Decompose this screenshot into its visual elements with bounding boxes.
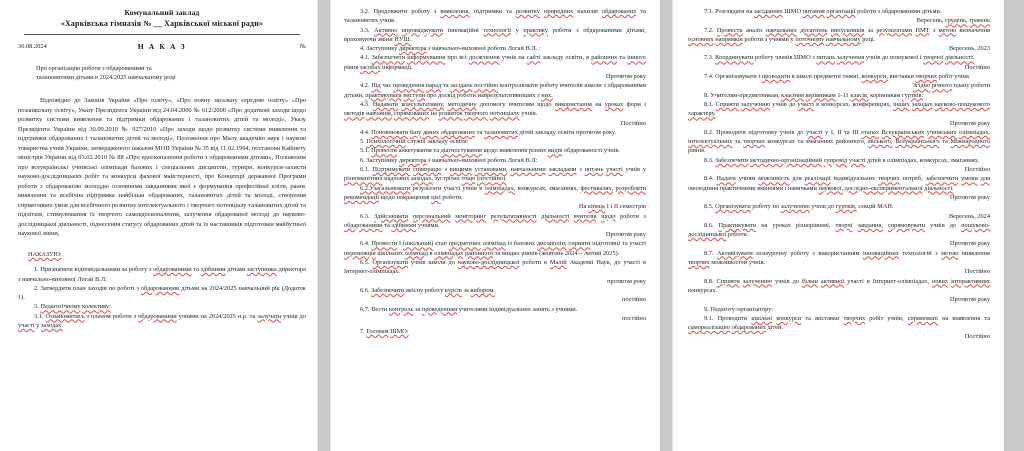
spellcheck-marked-word: творчих — [915, 73, 938, 81]
spellcheck-marked-word: обдарованими — [140, 284, 180, 292]
spellcheck-marked-word: міського, — [868, 138, 893, 146]
document-page-2 — [330, 0, 660, 451]
document-page-3 — [672, 0, 1004, 451]
spellcheck-marked-word: (шкільний) — [403, 240, 434, 248]
spellcheck-marked-word: консультативну, — [401, 100, 445, 108]
clause-4-2: 4.2. Під час проведення нарад та засідань постійно контролювати роботу вчителів школи з обдарованими дітьми, практикувати виступи про досвід роботи найрезультативніших з них. — [344, 82, 647, 99]
deadline-7-2: Вересень, 2023 — [948, 45, 990, 53]
spellcheck-marked-word: Всеукраїнського — [895, 138, 940, 146]
spellcheck-marked-word: конкурси, — [861, 73, 888, 81]
spellcheck-marked-word: рекомендації — [344, 193, 379, 201]
spellcheck-marked-word: випускників — [830, 26, 865, 34]
spellcheck-marked-word: творчих — [843, 314, 866, 322]
clause-8-5: 8.5. Організувати роботу по залученню учнів до гуртків, секцій МАН. — [704, 203, 894, 211]
spellcheck-marked-word: спрямовані — [907, 314, 938, 322]
spellcheck-marked-word: творчого — [464, 110, 489, 118]
clause-3: 3. Педагогічному колективу: — [34, 303, 111, 311]
spellcheck-marked-word: кінець — [587, 203, 606, 211]
spellcheck-marked-word: Координувати — [715, 54, 754, 62]
spellcheck-marked-word: науково-дослідницької — [457, 259, 520, 267]
clause-8-6: 8.6. Практикувати на уроках різнорівневі, творчі завдання, спрямовувати учнів до пошуково-дослідницької роботи. — [688, 221, 990, 239]
clause-7: 7. Головам ШМО: — [360, 328, 409, 336]
clause-6-7: 6.7. Вести контроль за проведенням учителями індивідуальних занять з учнями. — [360, 305, 578, 313]
spellcheck-marked-word: співпрацю — [413, 166, 442, 174]
spellcheck-marked-word: обдарованих — [440, 128, 476, 136]
spellcheck-marked-word: гуртків, — [835, 203, 857, 211]
spellcheck-marked-word: можливість — [758, 175, 790, 183]
clause-6-5: 6.5. Організувати учнів школи до науково-дослідницької роботи в Малій Академії Наук, до участі в Інтернет-олімпіадах. — [344, 259, 646, 276]
spellcheck-marked-word: інтерактивних — [951, 277, 990, 285]
spellcheck-marked-word: (постійно). — [476, 175, 507, 183]
spellcheck-marked-word: творчих — [878, 175, 900, 183]
page-gutter-1 — [318, 0, 330, 451]
spellcheck-marked-word: творчих — [743, 138, 765, 146]
spellcheck-marked-word: тощо — [461, 175, 476, 183]
spellcheck-marked-word: участі — [848, 156, 866, 164]
order-date: 30.08.2024 — [18, 43, 47, 50]
preamble-paragraph: Відповідно до Законів України «Про освіту», «Про повну загальну середню освіту» «Про позашкільну освіту», Указу Президента України від 24.04.2000 № 612/2000 «Про додаткові заходи щодо розвитку системи виявлення та підтримки обдарованих і талановитих дітей та молоді», Указу Президента України від 30.09.2010 № 927/2010 «Про заходи щодо розвитку системи виявлення та підтримки обдарованих і талановитих дітей та молоді», Положення про Малу академію наук і наукові товариства учнів України, затвердженого наказом МОН України № 35 від 11.02.1994, постанови Кабінету міністрів України від 03.02.2010 № 88 «Про вдосконалення роботи з обдарованими дітьми», Положення про всеукраїнські учнівські олімпіади базових і спеціальних дисциплін, турнірн, конкурси-захисти науково-дослідницьких робіт та конкурси фахової майстерності, про Концепції державної Програми роботи з обдарованою молоддю основними завданнями якої є формування професійної еліти, раннє виявлення та всебічна підтримка найбільш обдарованих, талановитих дітей та молоді, створення сприятливих умов для всебічного розвитку інтелектуального і творчого потенціалу талановитих дітей та підлітків, стимулювання їх творчого самовдосконалення, залучення обдарованої молоді до науково-дослідницької діяльності, піднесення статусу обдарованих дітей та їх наставників підготовки майбутньої наукової зміни, — [18, 97, 306, 238]
spellcheck-marked-word: колективу: — [82, 303, 111, 311]
spellcheck-marked-word: керівникам — [805, 91, 836, 99]
spellcheck-marked-word: навчальними — [510, 166, 546, 174]
spellcheck-marked-word: технології — [483, 26, 511, 34]
spellcheck-marked-word: моніторинг — [455, 212, 487, 220]
clause-3-1: 3.1. Ознайомитись з планом роботи з обдарованими учнями на 2024/2025 н.р. та залучати учнів до участі у заходах. — [18, 312, 306, 329]
spellcheck-marked-word: районного — [464, 249, 494, 257]
spellcheck-marked-word: наукової, — [818, 184, 844, 192]
spellcheck-marked-word: олімпіад — [482, 240, 506, 248]
spellcheck-marked-word: щодо — [601, 212, 616, 220]
clause-6-2: 6.2.Узагальнювати результати участі учнів в олімпіадах, конкурсах, змаганнях, фестивалях, розробляти рекомендації щодо покращення цієї роботи. — [344, 184, 646, 201]
spellcheck-marked-word: Забезпечити — [371, 286, 405, 294]
spellcheck-marked-word: Поповнювати — [371, 128, 409, 136]
spellcheck-marked-word: курсів — [444, 286, 462, 294]
spellcheck-marked-word: використання — [554, 100, 592, 108]
spellcheck-marked-word: переможців — [344, 249, 376, 257]
spellcheck-marked-word: питань — [816, 54, 836, 62]
spellcheck-marked-word: забезпечити — [925, 175, 959, 183]
spellcheck-marked-word: уроках — [604, 100, 624, 108]
spellcheck-marked-word: залученню — [741, 100, 771, 108]
spellcheck-marked-word: завдання, — [857, 221, 883, 229]
spellcheck-marked-word: Сприяти — [715, 100, 739, 108]
spellcheck-marked-word: впроваджувати — [402, 26, 443, 34]
clause-8-8: 8.8. Сприяти залученню учнів до більш активної участі в Інтернет-олімпіадах, нових інтерактивних конкурсах. — [688, 277, 990, 294]
spellcheck-marked-word: заходах, — [410, 175, 433, 183]
spellcheck-marked-word: питання — [802, 8, 825, 15]
deadline-8-3: Постійно — [964, 166, 990, 174]
spellcheck-marked-word: олімпіадах, — [484, 184, 516, 192]
page-gutter-2 — [660, 0, 672, 451]
clause-8-3: 8.3. Забезпечити методично-організаційний супровід участі дітей в олімпіадах, конкурсах, змаганнях. — [704, 156, 980, 164]
spellcheck-marked-word: директора — [398, 156, 427, 164]
spellcheck-marked-word: навчання, — [366, 110, 393, 118]
spellcheck-marked-word: проведенням — [421, 305, 458, 313]
spellcheck-marked-word: сприяти — [568, 240, 591, 248]
deadline-4-1: Протягом року — [605, 73, 646, 81]
spellcheck-marked-word: інноваційних — [862, 249, 899, 257]
clause-3-2: 3.2. Продовжити роботу з виявлення, підтримки та розвитку природних нахилів обдарованих та талановитих учнів. — [344, 8, 646, 25]
spellcheck-marked-word: умови — [961, 175, 978, 183]
spellcheck-marked-word: різноманітних — [344, 175, 383, 183]
spellcheck-marked-word: гуртків: — [902, 91, 924, 99]
spellcheck-marked-word: Практикувати — [718, 221, 757, 229]
deadline-8-8: Протягом року — [949, 296, 990, 304]
spellcheck-marked-word: навчальних — [765, 26, 797, 34]
spellcheck-marked-word: засіданнях — [753, 8, 783, 15]
spellcheck-marked-word: проведення — [392, 82, 425, 90]
deadline-6-5: протягом року — [607, 277, 646, 285]
spellcheck-marked-word: класним — [781, 91, 804, 99]
spellcheck-marked-word: дослідно-експериментальної — [844, 184, 923, 192]
clause-8-1: 8.1. Сприяти залученню учнів до участі в конкурсах, конференціях, інших заходах науково-пошукового характеру. — [688, 100, 990, 118]
deadline-8-7: Постійно — [964, 268, 990, 276]
spellcheck-marked-word: напрямків — [715, 35, 743, 43]
spellcheck-marked-word: нарад — [425, 82, 442, 90]
spellcheck-marked-word: заходах — [911, 100, 933, 108]
org-name-line-1: Комунальний заклад — [124, 8, 200, 17]
header-divider — [24, 34, 300, 35]
spellcheck-marked-word: більш — [801, 277, 818, 285]
deadline-8-6: Протягом року — [949, 240, 990, 248]
spellcheck-marked-word: результативності — [490, 212, 537, 220]
spellcheck-marked-word: інших — [893, 100, 910, 108]
spellcheck-marked-word: залучати — [257, 312, 282, 320]
spellcheck-marked-word: потенціалу — [489, 110, 520, 118]
clause-2: 2. Затвердити план заходів по роботі з обдарованими дітьми на 2024/2025 навчальний рік (Додаток 1). — [18, 284, 306, 302]
spellcheck-marked-word: травень — [969, 17, 990, 25]
spellcheck-marked-word: засідань — [450, 82, 473, 90]
clause-4-1: 4.1. Забезпечити інформування про всі досягнення учнів на сайті закладу освіти, в районних та іншого рівня засобах інформації. — [344, 54, 646, 71]
spellcheck-marked-word: творчі — [835, 221, 853, 229]
spellcheck-marked-word: установами, — [474, 166, 508, 174]
spellcheck-marked-word: обдарованих — [601, 8, 637, 15]
spellcheck-marked-word: талановитих — [483, 128, 518, 136]
spellcheck-marked-word: практикувати — [365, 91, 402, 99]
spellcheck-marked-word: Сприяти — [716, 277, 740, 285]
spellcheck-marked-word: поточному — [795, 35, 825, 43]
spellcheck-marked-word: досягнень — [800, 26, 828, 34]
spellcheck-marked-word: НАКАЗУЮ: — [28, 250, 62, 258]
spellcheck-marked-word: засобах — [359, 63, 381, 71]
spellcheck-marked-word: Всеукраїнських — [881, 128, 925, 136]
spellcheck-marked-word: вибором. — [470, 286, 495, 294]
deadline-8-5: Вересень, 2024 — [948, 212, 990, 220]
spellcheck-marked-word: участі — [606, 166, 623, 174]
spellcheck-marked-word: контроль — [388, 305, 414, 313]
spellcheck-marked-word: Провести — [371, 147, 397, 155]
deadline-4-3: Постійно — [620, 119, 646, 127]
spellcheck-marked-word: цієї — [431, 193, 441, 201]
spellcheck-marked-word: НМТ — [915, 26, 930, 34]
spellcheck-marked-word: активної — [820, 277, 845, 285]
clause-8: 8. Учителям-предметникам, класним керівникам 1-11 класів, керівникам гуртків: — [704, 91, 924, 99]
spellcheck-marked-word: розробляти — [615, 184, 646, 192]
spellcheck-marked-word: діяльності. — [924, 184, 954, 192]
spellcheck-marked-word: Головам — [366, 328, 389, 336]
deadline-7-1: Вересень, грудень, травень — [916, 17, 990, 25]
clause-4-3: 4.3. Надавати консультативну, методичну допомогу вчителям щодо використання на уроках форм і методів навчання, спрямованих на розвиток творчого потенціалу учнів. — [344, 100, 647, 118]
clause-6-1: 6.1. Підтримувати співпрацю з вищими установами, навчальними закладами з питань участі учнів у різноманітних надхових заходах, зустрічах тощо (постійно). — [344, 166, 647, 183]
spellcheck-marked-word: основних — [688, 35, 714, 43]
spellcheck-marked-word: залученню — [742, 277, 773, 285]
spellcheck-marked-word: розвитку — [515, 8, 541, 15]
clause-1: 1. Призначити відповідальними за роботу з обдарованими та здібними дітьми заступника директора з навчально-виховної Логай В.Л. — [18, 266, 306, 283]
clause-4: 4. Заступнику директора з навчально-виховної роботи Логай В.Л. : — [360, 45, 541, 53]
spellcheck-marked-word: директора — [398, 45, 427, 53]
spellcheck-marked-word: заступника — [246, 266, 277, 274]
spellcheck-marked-word: творчих — [688, 259, 710, 267]
spellcheck-marked-word: районних — [591, 54, 618, 62]
order-subject: Про організацію роботи з обдарованими та талановитими дітьми в 2024/2025 навчальному році — [36, 65, 176, 82]
spellcheck-marked-word: видів — [547, 147, 563, 155]
spellcheck-marked-word: Під — [371, 82, 381, 90]
spellcheck-marked-word: Малій — [549, 259, 567, 267]
spellcheck-marked-word: методів — [344, 110, 365, 118]
spellcheck-marked-word: Активізувати — [716, 249, 753, 257]
spellcheck-marked-word: закладами — [548, 166, 577, 174]
spellcheck-marked-word: спрямовувати — [887, 221, 926, 229]
spellcheck-marked-word: природних — [544, 8, 574, 15]
command-word — [18, 250, 306, 259]
deadline-7-4: Згідно річного плану роботи — [912, 82, 990, 90]
spellcheck-marked-word: олімпіадах, — [959, 128, 990, 136]
spellcheck-marked-word: здібними — [200, 266, 226, 274]
clause-5: 5. Психологічній службі закладу освіти: — [360, 138, 469, 146]
spellcheck-marked-word: Педагогічному — [40, 303, 81, 311]
spellcheck-marked-word: пошуково-дослідницької — [688, 221, 990, 239]
deadline-6-2: На кінець І і ІІ семестрів — [578, 203, 646, 211]
deadline-8-1: Протягом року — [949, 119, 990, 127]
order-number-label: № — [299, 43, 306, 50]
spellcheck-marked-word: Здійснювати — [374, 212, 409, 220]
spellcheck-marked-word: Забезпечити — [715, 156, 749, 164]
spellcheck-marked-word: виявлення, — [440, 8, 470, 15]
spellcheck-marked-word: інтелектуальних — [688, 138, 733, 146]
spellcheck-marked-word: обдарованими — [344, 221, 383, 229]
spellcheck-marked-word: діяльності — [541, 212, 570, 220]
spellcheck-marked-word: Забезпечити — [371, 54, 405, 62]
spellcheck-marked-word: участі — [18, 321, 35, 329]
spellcheck-marked-word: Згідно — [912, 82, 931, 90]
spellcheck-marked-word: 6.2.Узагальнювати — [360, 184, 411, 192]
clause-8-7: 8.7. Активізувати позаурочну роботу з використанням інноваційних технологій з метою виявлення творчих можливостей учнів. — [688, 249, 990, 267]
spellcheck-marked-word: даних — [423, 128, 440, 136]
clause-6: 6. Заступнику директора з навчально-виховної роботи Логай В.Л: — [360, 156, 538, 164]
clause-9: 9. Педагогу-організатору: — [704, 305, 774, 313]
clause-6-6: 6.6. Забезпечити якісну роботу курсів за вибором. — [360, 286, 495, 294]
spellcheck-marked-word: фестивалях, — [580, 184, 614, 192]
spellcheck-marked-word: залученню — [780, 203, 810, 211]
spellcheck-marked-word: метою — [941, 249, 959, 257]
spellcheck-marked-word: діяльності. — [944, 54, 975, 62]
spellcheck-marked-word: постійно — [474, 82, 499, 90]
spellcheck-marked-word: персональний — [412, 212, 451, 220]
spellcheck-marked-word: питань — [584, 166, 604, 174]
spellcheck-marked-word: інформування — [407, 54, 446, 62]
spellcheck-marked-word: результатами — [876, 26, 913, 34]
spellcheck-marked-word: Надавати — [372, 100, 398, 108]
deadline-6-7: постійно — [621, 314, 646, 322]
spellcheck-marked-word: Психологічній — [366, 138, 406, 146]
spellcheck-marked-word: етапах — [861, 128, 879, 136]
spellcheck-marked-word: Організувати — [715, 203, 751, 211]
spellcheck-marked-word: них. — [541, 91, 553, 99]
deadline-7-3: Постійно — [964, 63, 990, 71]
spellcheck-marked-word: досягнення — [468, 54, 500, 62]
spellcheck-marked-word: обдарованих — [731, 324, 766, 332]
spellcheck-marked-word: залучення — [836, 54, 865, 62]
deadline-6-6: постійно — [621, 296, 646, 304]
clause-7-3: 7.3. Координувати роботу членів ШМО з питань залучення учнів до пошукової і творчої діяльності. — [704, 54, 975, 62]
spellcheck-marked-word: для — [980, 175, 990, 183]
spellcheck-marked-word: розвиток — [438, 110, 463, 118]
spellcheck-marked-word: шкільні — [751, 314, 773, 322]
deadline-6-3: Протягом року — [605, 231, 646, 239]
spellcheck-marked-word: діагностування — [440, 147, 482, 155]
clause-6-3: 6.3. Здійснювати персональний моніторинг результативності діяльності вчителів щодо роботи з обдарованими та здібними учнями. — [344, 212, 647, 229]
spellcheck-marked-word: характеру. — [688, 110, 716, 118]
spellcheck-marked-word: конкурси — [776, 314, 802, 322]
clause-5-1: 5.1. Провести анкетування та діагностування щодо виявлення різних видів обдарованості учнів. — [360, 147, 621, 155]
spellcheck-marked-word: самореалізацію — [688, 324, 730, 332]
spellcheck-marked-word: Провести — [371, 240, 398, 248]
spellcheck-marked-word: обдарованими — [153, 266, 192, 274]
spellcheck-marked-word: олімпіадах — [434, 249, 464, 257]
spellcheck-marked-word: творчої — [923, 54, 944, 62]
spellcheck-marked-word: Міжнародного — [950, 138, 990, 146]
spellcheck-marked-word: спрямованих — [393, 110, 430, 118]
clause-7-4: 7.4. Організовувати і проводити в школі предметні тижні, конкурси, виставки творчих робіт учнів. — [704, 73, 971, 81]
spellcheck-marked-word: методичну — [447, 100, 477, 108]
spellcheck-marked-word: проводити — [761, 73, 791, 81]
clause-7-2: 7.2. Провести аналіз навчальних досягнень випускників за результатами НМТ з метою визначення основних напрямків роботи з учнями у поточному навчальному році. — [688, 26, 990, 43]
spellcheck-marked-word: супровід — [823, 156, 848, 164]
deadline-9-1: Постійно — [964, 333, 990, 341]
clause-8-2: 8.2. Проводити підготовку учнів до участі у І, ІІ та ІІІ етапах Всеукраїнських учнівських олімпіадах, інтелектуальних та творчих конкурсах та змаганнях районного, міського, Всеукраїнського та Міжнародного рівнів. — [688, 128, 990, 155]
spellcheck-marked-word: науково-пошукового — [934, 100, 990, 108]
spellcheck-marked-word: учнівських — [926, 128, 957, 136]
spellcheck-marked-word: обдарованими — [138, 312, 177, 320]
spellcheck-marked-word: нових — [931, 277, 949, 285]
spellcheck-marked-word: базу — [409, 128, 422, 136]
clause-9-1: 9.1. Проводити шкільні конкурси та виставки творчих робіт учнів, спрямовані на виявлення та самореалізацію обдарованих дітей. — [688, 314, 991, 332]
spellcheck-marked-word: організації — [826, 8, 856, 15]
spellcheck-marked-word: заходах. — [40, 321, 63, 329]
spellcheck-marked-word: здібними — [391, 221, 417, 229]
org-name-line-2: «Харківська гімназія № __ Харківської міської ради» — [60, 19, 264, 28]
spellcheck-marked-word: НУШ. — [394, 35, 412, 43]
spellcheck-marked-word: виступи — [403, 91, 426, 99]
spellcheck-marked-word: сайті — [526, 54, 541, 62]
spellcheck-marked-word: Ознайомитись — [45, 312, 85, 320]
clause-4-4: 4.4. Поповнювати базу даних обдарованих та талановитих дітей закладу освіти протягом року. — [360, 128, 616, 136]
clause-6-4: 6.4. Провести I (шкільний) етап предметних олімпіад із базових дисциплін; сприяти підготовці та участі переможців шкільних олімпіад в олімпіадах районного та вищих рівнів (жовтень 2024 – лютий 2025). — [344, 240, 647, 257]
spellcheck-marked-word: Надати — [716, 175, 736, 183]
spellcheck-marked-word: метою — [938, 26, 957, 34]
spellcheck-marked-word: навчальному — [825, 35, 861, 43]
clause-7-1: 7.1. Розглядати на засіданнях ШМО питання організації роботи з обдарованими дітьми. — [704, 8, 942, 15]
document-page-1 — [0, 0, 318, 451]
spellcheck-marked-word: методично-організаційний — [750, 156, 823, 164]
spellcheck-marked-word: Організувати — [372, 259, 409, 267]
spellcheck-marked-word: ШМО: — [390, 328, 409, 336]
spellcheck-marked-word: участі — [797, 100, 815, 108]
spellcheck-marked-word: класів, — [850, 91, 869, 99]
spellcheck-marked-word: Активно — [374, 26, 398, 34]
spellcheck-marked-word: предметних — [448, 240, 481, 248]
spellcheck-marked-word: іншого — [627, 54, 646, 62]
clause-3-3: 3.3. Активно впроваджувати інноваційні технології у практику роботи з обдарованими дітьми, враховуючи зміни НУШ. — [344, 26, 646, 43]
spellcheck-marked-word: практику — [523, 26, 549, 34]
spellcheck-marked-word: участі — [806, 128, 823, 136]
clause-8-4: 8.4. Надати учням можливість для реалізації індивідуальних творчих потреб, забезпечити умови для оволодіння практичними вміннями і навичками наукової, дослідно-експериментальної діяльності. — [688, 175, 990, 192]
spellcheck-marked-word: Підтримувати — [372, 166, 411, 174]
spellcheck-marked-word: вчителів — [573, 212, 597, 220]
spellcheck-marked-word: реалізації — [804, 175, 831, 183]
order-heading: Н А К А З — [137, 42, 187, 51]
spellcheck-marked-word: олімпіад — [404, 249, 428, 257]
spellcheck-marked-word: дисциплін; — [536, 240, 567, 248]
spellcheck-marked-word: Провести — [716, 26, 743, 34]
spellcheck-marked-word: вищими — [449, 166, 472, 174]
spellcheck-marked-word: грудень, — [945, 17, 968, 25]
spellcheck-marked-word: річного — [931, 82, 953, 90]
deadline-8-4: Протягом року — [949, 193, 990, 201]
